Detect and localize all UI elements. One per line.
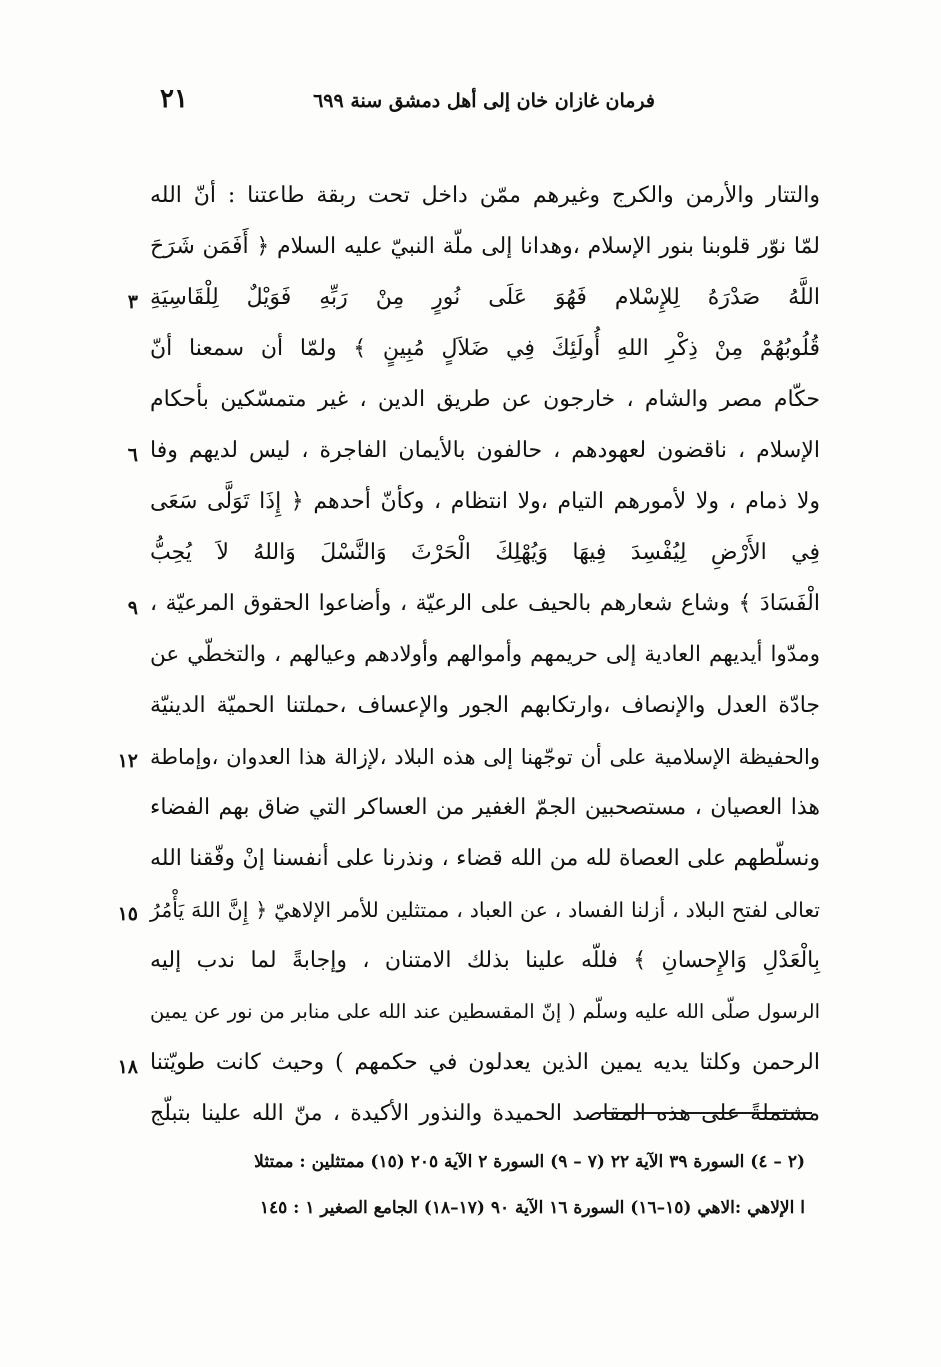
- text-line: [150, 227, 820, 278]
- text-line: [150, 686, 820, 737]
- text-line: [150, 635, 820, 686]
- line-text: الرحمن وكلتا يديه يمين الذين يعدلون في حكمهم ) وحيث كانت طويّتنا: [150, 1050, 820, 1075]
- line-text: مشتملةً على هذه المقاصد الحميدة والنذور الأكيدة ، منّ الله علينا بتبلّج: [150, 1101, 820, 1126]
- line-text: جادّة العدل والإنصاف ،وارتكابهم الجور والإعساف ،حملتنا الحميّة الدينيّة: [150, 693, 820, 718]
- line-text: اللَّهُ صَدْرَهُ لِلإِسْلام فَهُوَ عَلَى نُورٍ مِنْ رَبِّهِ فَوَيْلٌ لِلْقَاسِيَةِ: [150, 285, 820, 310]
- line-text: ومدّوا أيديهم العادية إلى حريمهم وأموالهم وأولادهم وعيالهم ، والتخطّي عن: [150, 642, 820, 667]
- running-header: [140, 84, 820, 124]
- text-line: [117, 1043, 820, 1094]
- line-text: والحفيظة الإسلامية على أن توجّهنا إلى هذه البلاد ،لإزالة هذا العدوان ،وإماطة: [150, 745, 820, 769]
- text-line: [127, 431, 820, 482]
- text-line: [150, 380, 820, 431]
- line-number: ١٢: [117, 750, 138, 772]
- page-number: ٢١: [160, 84, 188, 114]
- line-text: الإسلام ، ناقضون لعهودهم ، حالفون بالأيمان الفاجرة ، ليس لديهم وفا: [150, 438, 820, 463]
- line-text: الْفَسَادَ ﴾ وشاع شعارهم بالحيف على الرعيّة ، وأضاعوا الحقوق المرعيّة ،: [150, 591, 820, 616]
- footnote-line: ا الإلاهي :الاهي (١٥–١٦) السورة ١٦ الآية ٩٠ (١٧–١٨) الجامع الصغير ١ : ١٤٥: [259, 1198, 805, 1218]
- footnote-divider: [600, 1112, 812, 1114]
- line-text: ولا ذمام ، ولا لأمورهم التيام ،ولا انتظام ، وكأنّ أحدهم ﴿ إِذَا تَوَلَّى سَعَى: [150, 489, 820, 514]
- footnote-line: (٢ – ٤) السورة ٣٩ الآية ٢٢ (٧ – ٩) السورة ٢ الآية ٢٠٥ (١٥) ممتثلين : ممتثلا: [254, 1152, 805, 1172]
- text-line: [150, 1094, 820, 1145]
- line-number: ٦: [127, 444, 138, 466]
- line-text: لمّا نوّر قلوبنا بنور الإسلام ،وهدانا إلى ملّة النبيّ عليه السلام ﴿ أَفَمَن شَرَحَ: [150, 234, 820, 259]
- line-text: بِالْعَدْلِ وَالإِحسانِ ﴾ فللّه علينا بذلك الامتنان ، وإجابةً لما ندب إليه: [150, 948, 820, 973]
- line-number: ٩: [127, 597, 138, 619]
- text-line: [150, 839, 820, 890]
- text-line: [150, 482, 820, 533]
- line-text: ونسلّطهم على العصاة لله من الله قضاء ، ونذرنا على أنفسنا إنْ وفّقنا الله: [150, 846, 820, 871]
- line-text: فِي الأَرْضِ لِيُفْسِدَ فِيهَا وَيُهْلِكَ الْحَرْثَ وَالنَّسْلَ وَاللهُ لاَ يُحِبُّ: [150, 540, 820, 565]
- running-header-title: فرمان غازان خان إلى أهل دمشق سنة ٦٩٩: [313, 90, 655, 112]
- line-number: ١٥: [117, 903, 138, 925]
- text-line: [150, 533, 820, 584]
- line-text: حكّام مصر والشام ، خارجون عن طريق الدين ، غير متمسّكين بأحكام: [150, 387, 820, 412]
- text-line: [150, 176, 820, 227]
- text-line: [117, 737, 820, 788]
- line-text: الرسول صلّى الله عليه وسلّم ( إنّ المقسطين عند الله على منابر من نور عن يمين: [150, 1000, 820, 1023]
- line-text: والتتار والأرمن والكرج وغيرهم ممّن داخل تحت ربقة طاعتنا : أنّ الله: [150, 183, 820, 208]
- text-line: [150, 788, 820, 839]
- line-text: تعالى لفتح البلاد ، أزلنا الفساد ، عن العباد ، ممتثلين للأمر الإلاهيّ ﴿ إِنَّ اللهَ يَأْمُرُ: [150, 898, 820, 922]
- text-line: [150, 992, 820, 1043]
- text-line: [117, 890, 820, 941]
- line-number: ٣: [127, 291, 138, 313]
- text-line: [150, 329, 820, 380]
- line-text: قُلُوبُهُمْ مِنْ ذِكْرِ اللهِ أُولَئِكَ فِي ضَلاَلٍ مُبِينٍ ﴾ ولمّا أن سمعنا أنّ: [150, 336, 820, 361]
- text-line: [127, 584, 820, 635]
- line-text: هذا العصيان ، مستصحبين الجمّ الغفير من العساكر التي ضاق بهم الفضاء: [150, 795, 820, 820]
- body-text: [117, 176, 820, 1145]
- text-line: [127, 278, 820, 329]
- footnotes: [155, 1142, 805, 1234]
- text-line: [150, 941, 820, 992]
- line-number: ١٨: [117, 1056, 138, 1078]
